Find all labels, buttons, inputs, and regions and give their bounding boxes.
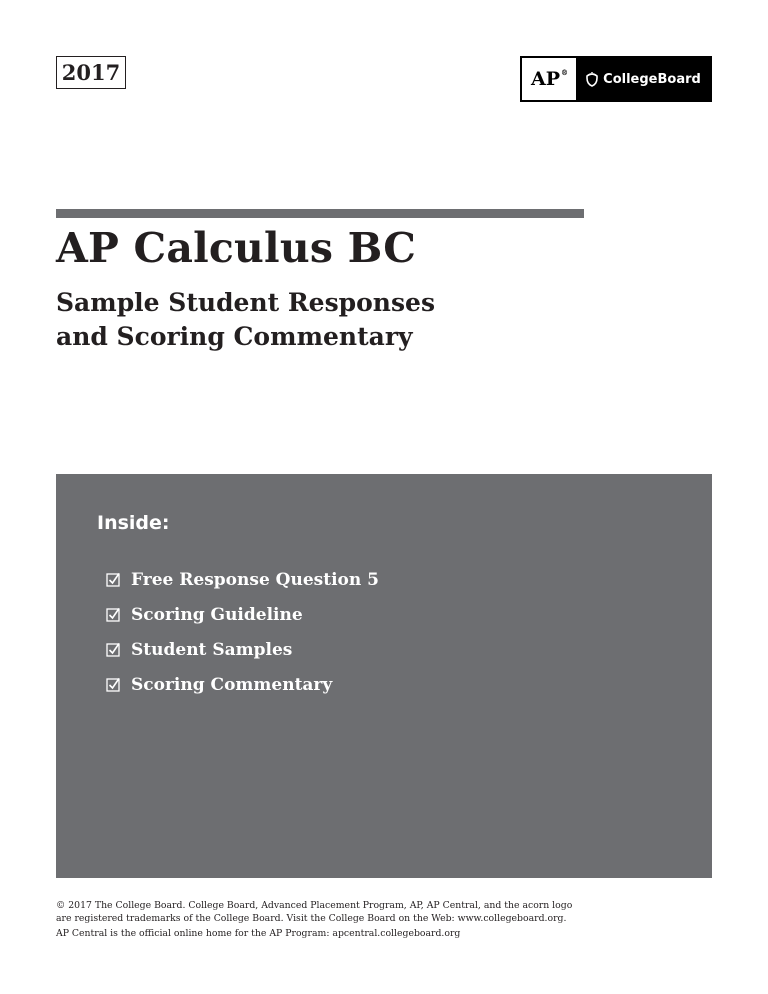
inside-item-label: Scoring Guideline (131, 604, 303, 625)
title-rule (56, 209, 584, 218)
inside-item-label: Student Samples (131, 639, 293, 660)
year-badge: 2017 (56, 56, 126, 89)
inside-heading: Inside: (97, 512, 170, 534)
inside-item-label: Free Response Question 5 (131, 569, 379, 590)
subtitle-line-1: Sample Student Responses (56, 288, 436, 317)
footer-legal (56, 900, 712, 941)
subtitle-line-2: and Scoring Commentary (56, 322, 413, 351)
acorn-icon (585, 72, 599, 87)
inside-list-item (106, 667, 379, 702)
registered-mark: ® (561, 67, 569, 77)
inside-list-item (106, 562, 379, 597)
ap-logo-mark (522, 58, 576, 100)
inside-list (106, 562, 379, 702)
inside-panel (56, 474, 712, 878)
checkbox-checked-icon (106, 607, 131, 622)
checkbox-checked-icon (106, 677, 131, 692)
document-subtitle (56, 286, 435, 354)
document-title: AP Calculus BC (56, 224, 417, 272)
footer-ap-central-line: AP Central is the official online home for the AP Program: apcentral.collegeboard.org (56, 928, 461, 939)
collegeboard-logo-text: CollegeBoard (603, 71, 701, 87)
footer-copyright-line-2: are registered trademarks of the College Board. Visit the College Board on the Web: www.collegeboard.org. (56, 912, 567, 924)
footer-copyright-line-1: © 2017 The College Board. College Board, Advanced Placement Program, AP, AP Central, and the acorn logo (56, 900, 573, 911)
inside-item-label: Scoring Commentary (131, 674, 333, 695)
collegeboard-logo-mark (576, 58, 710, 100)
ap-collegeboard-logo (520, 56, 712, 102)
inside-list-item (106, 632, 379, 667)
checkbox-checked-icon (106, 642, 131, 657)
checkbox-checked-icon (106, 572, 131, 587)
inside-list-item (106, 597, 379, 632)
ap-logo-text: AP (530, 68, 561, 90)
